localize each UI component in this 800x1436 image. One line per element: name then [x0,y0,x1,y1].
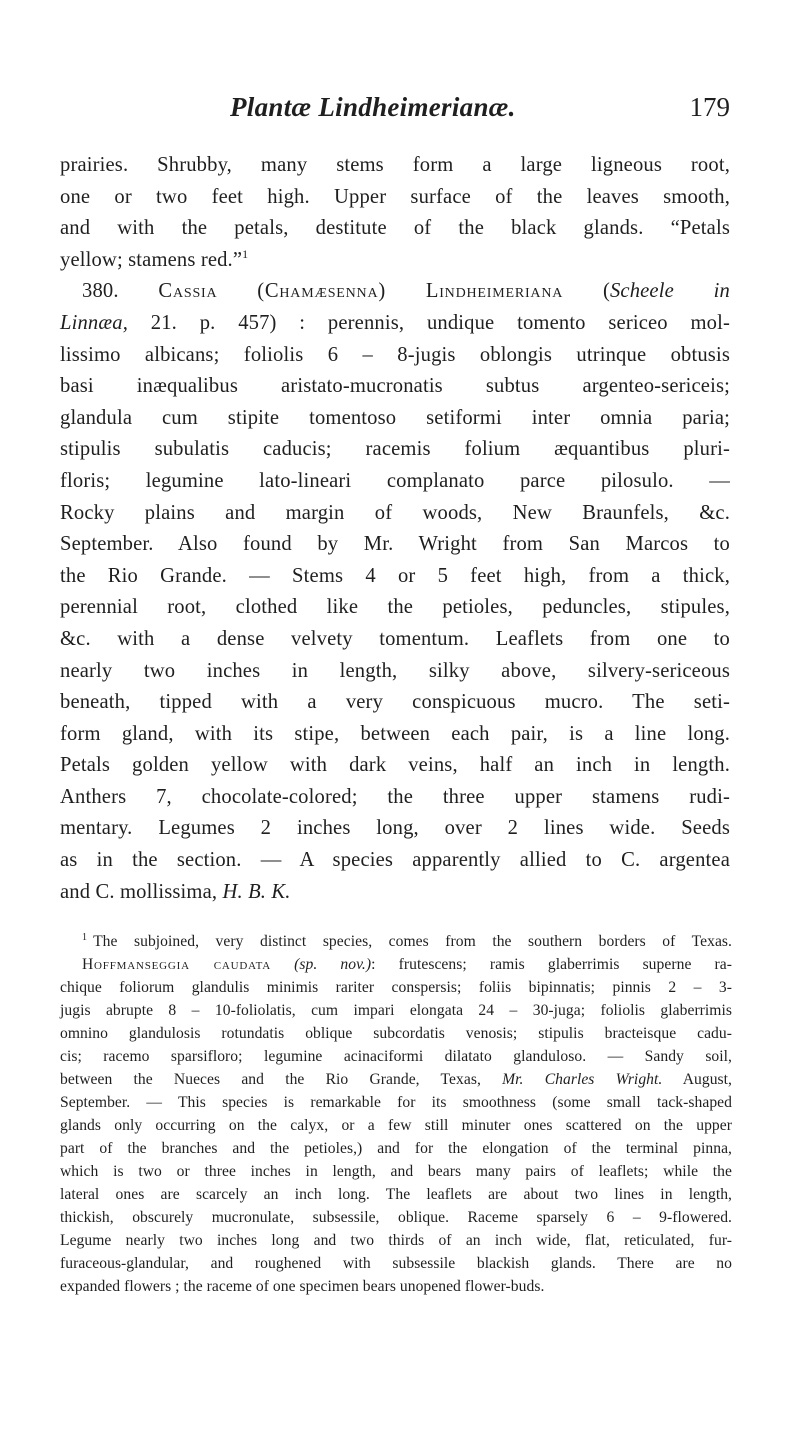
text-line [60,245,730,277]
text-line: floris; legumine lato-lineari complanato parce pilosulo. — [60,469,730,492]
footnote-line [60,953,732,976]
footnote-line: which is two or three inches in length, and bears many pairs of leaflets; while the [60,1163,732,1180]
text-fragment: : frutescens; ramis glaberrimis superne ra- [371,956,732,973]
text-line: Anthers 7, chocolate-colored; the three upper stamens rudi- [60,785,730,808]
running-title: Plantæ Lindheimerianæ. [230,92,516,122]
species-heading-line [60,276,730,308]
text-line: as in the section. — A species apparently allied to C. argentea [60,849,730,872]
running-header [60,92,730,132]
text-fragment: and C. mollissima, [60,880,223,903]
text-fragment: between the Nueces and the Rio Grande, Texas, [60,1071,503,1088]
text-line: glandula cum stipite tomentoso setiformi inter omnia paria; [60,406,730,429]
footnote-line: omnino glandulosis rotundatis oblique subcordatis venosis; stipulis bracteisque cadu- [60,1025,732,1042]
footnote-line: cis; racemo sparsifloro; legumine acinaciformi dilatato glanduloso. — Sandy soil, [60,1048,732,1065]
footnote-line: chique foliorum glandulis minimis rariter conspersis; foliis bipinnatis; pinnis 2 – 3- [60,979,732,996]
collector-name: Mr. Charles Wright. [502,1071,663,1088]
text-line: beneath, tipped with a very conspicuous mucro. The seti- [60,691,730,714]
citation-author: Scheele in [609,280,730,303]
footnote-reference: 1 [242,246,249,261]
footnote-line: lateral ones are scarcely an inch long. The leaflets are about two lines in length, [60,1186,732,1203]
footnote-line: furaceous-glandular, and roughened with subsessile blackish glands. There are no [60,1255,732,1272]
footnote-line: thickish, obscurely mucronulate, subsessile, oblique. Raceme sparsely 6 – 9-flowered. [60,1209,732,1226]
footnote-line: expanded flowers ; the raceme of one specimen bears unopened flower-buds. [60,1278,545,1295]
genus-name: Cassia [158,280,218,303]
footnote-line: Legume nearly two inches long and two thirds of an inch wide, flat, reticulated, fur- [60,1232,732,1249]
text-line: perennial root, clothed like the petioles, peduncles, stipules, [60,596,730,619]
text-line: nearly two inches in length, silky above, silvery-sericeous [60,659,730,682]
text-line: lissimo albicans; foliolis 6 – 8-jugis oblongis utrinque obtusis [60,343,730,366]
species-status: (sp. nov.) [294,956,372,973]
footnote-line [60,930,732,953]
entry-number: 380. [82,280,119,303]
text-line: one or two feet high. Upper surface of the leaves smooth, [60,185,730,208]
footnote-line [60,1068,732,1091]
paragraph-continuation [60,150,730,276]
text-line [60,877,730,909]
section-name: (Chamæsenna) [257,280,387,303]
footnote-line: part of the branches and the petioles,) and for the elongation of the terminal pinna, [60,1140,732,1157]
citation-journal: Linnæa, [60,311,128,334]
text-line: prairies. Shrubby, many stems form a large ligneous root, [60,154,730,176]
species-name: Lindheimeriana [425,280,564,303]
footnote-line: glands only occurring on the calyx, or a few still minuter ones scattered on the upper [60,1117,732,1134]
species-entry-380 [60,276,730,908]
text-line: Petals golden yellow with dark veins, half an inch in length. [60,754,730,777]
text-line: form gland, with its stipe, between each pair, is a line long. [60,722,730,745]
footnote-mark: 1 [82,931,88,943]
text-line: &c. with a dense velvety tomentum. Leaflets from one to [60,627,730,650]
text-line: basi inæqualibus aristato-mucronatis subtus argenteo-sericeis; [60,375,730,398]
page-number: 179 [689,92,730,122]
author-abbreviation: H. B. K. [222,880,291,903]
text-line: September. Also found by Mr. Wright from San Marcos to [60,533,730,556]
main-text [60,150,730,908]
citation-rest: 21. p. 457) : perennis, undique tomento sericeo mol- [128,311,730,334]
text-line: mentary. Legumes 2 inches long, over 2 lines wide. Seeds [60,817,730,840]
footnote-line: September. — This species is remarkable for its smoothness (some small tack-shaped [60,1094,732,1111]
text-line: Rocky plains and margin of woods, New Braunfels, &c. [60,501,730,524]
citation-open: ( [602,280,610,303]
text-line [60,308,730,340]
genus-name: Hoffmanseggia caudata [82,956,271,973]
text-fragment: August, [662,1071,732,1088]
text-line: the Rio Grande. — Stems 4 or 5 feet high, from a thick, [60,564,730,587]
text-line: stipulis subulatis caducis; racemis folium æquantibus pluri- [60,438,730,461]
text-line: and with the petals, destitute of the black glands. “Petals [60,217,730,240]
footnote-line: jugis abrupte 8 – 10-foliolatis, cum impari elongata 24 – 30-juga; foliolis glaberrimis [60,1002,732,1019]
footnote [60,930,732,1298]
text-fragment: The subjoined, very distinct species, comes from the southern borders of Texas. [93,933,732,950]
text-fragment: yellow; stamens red.” [60,248,243,271]
